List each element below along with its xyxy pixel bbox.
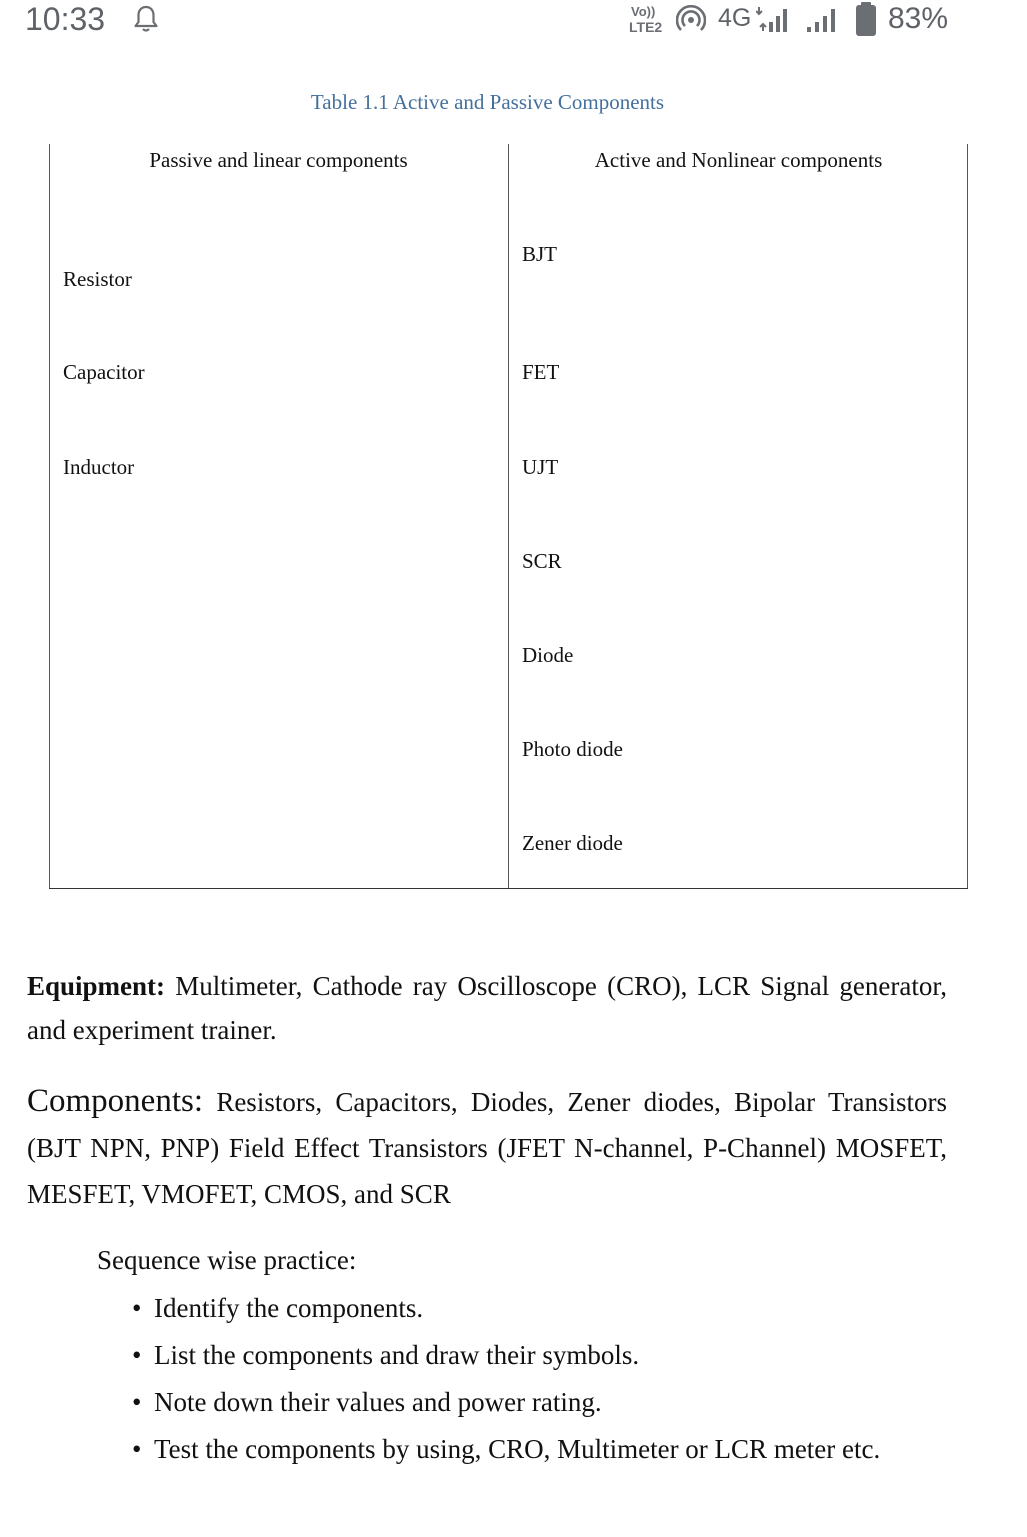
table-cell-active: Photo diode xyxy=(522,737,623,761)
sequence-list xyxy=(132,1288,880,1476)
table-caption: Table 1.1 Active and Passive Components xyxy=(310,90,665,114)
components-label: Components: xyxy=(27,1083,204,1119)
list-item xyxy=(132,1429,880,1476)
table-header-passive: Passive and linear components xyxy=(149,148,408,172)
table-cell-active: Diode xyxy=(522,643,574,667)
table-border-right xyxy=(967,144,968,889)
list-item-text: Note down their values and power rating. xyxy=(154,1387,602,1417)
network-type-label: 4G xyxy=(718,4,752,32)
volte-top-label: Vo)) xyxy=(631,4,656,19)
table-header-active: Active and Nonlinear components xyxy=(594,148,883,172)
list-item xyxy=(132,1382,880,1429)
table-cell-active: FET xyxy=(522,360,560,384)
table-cell-passive: Resistor xyxy=(63,267,132,291)
table-cell-passive: Capacitor xyxy=(63,360,145,384)
bullet-icon: • xyxy=(132,1293,142,1323)
list-item-text: Test the components by using, CRO, Multimeter or LCR meter etc. xyxy=(154,1434,881,1464)
table-cell-passive: Inductor xyxy=(63,455,135,479)
battery-icon xyxy=(854,1,878,37)
status-bar xyxy=(0,0,1027,40)
equipment-label: Equipment: xyxy=(27,971,166,1001)
bell-icon xyxy=(132,4,160,34)
table-cell-active: SCR xyxy=(522,549,562,573)
table-cell-active: UJT xyxy=(522,455,559,479)
signal-icon xyxy=(756,5,792,33)
volte-bottom-label: LTE2 xyxy=(629,19,663,35)
list-item-text: List the components and draw their symbols. xyxy=(154,1340,640,1370)
sequence-title: Sequence wise practice: xyxy=(97,1245,357,1275)
components-text: Resistors, Capacitors, Diodes, Zener diodes, Bipolar Transistors (BJT NPN, PNP) Field Effect Transistors (JFET N-channel, P-Channel) MOSFET, MESFET, VMOFET, CMOS, and SCR xyxy=(27,1087,947,1209)
list-item xyxy=(132,1288,880,1335)
equipment-paragraph xyxy=(27,964,947,1052)
table-border-bottom xyxy=(49,888,968,889)
volte-icon xyxy=(627,3,671,35)
table-cell-active: Zener diode xyxy=(522,831,623,855)
battery-percent: 83% xyxy=(888,2,949,35)
table-cell-active: BJT xyxy=(522,242,558,266)
list-item-text: Identify the components. xyxy=(154,1293,424,1323)
bullet-icon: • xyxy=(132,1387,142,1417)
bullet-icon: • xyxy=(132,1434,142,1464)
table-border-left xyxy=(49,144,50,889)
components-table xyxy=(49,144,968,889)
status-time: 10:33 xyxy=(25,1,106,37)
equipment-text: Multimeter, Cathode ray Oscilloscope (CRO), LCR Signal generator, and experiment trainer. xyxy=(27,971,948,1045)
components-paragraph xyxy=(27,1078,947,1217)
hotspot-icon xyxy=(676,5,706,33)
bullet-icon: • xyxy=(132,1340,142,1370)
list-item xyxy=(132,1335,880,1382)
table-column-divider xyxy=(508,144,509,889)
signal-icon xyxy=(805,5,841,33)
